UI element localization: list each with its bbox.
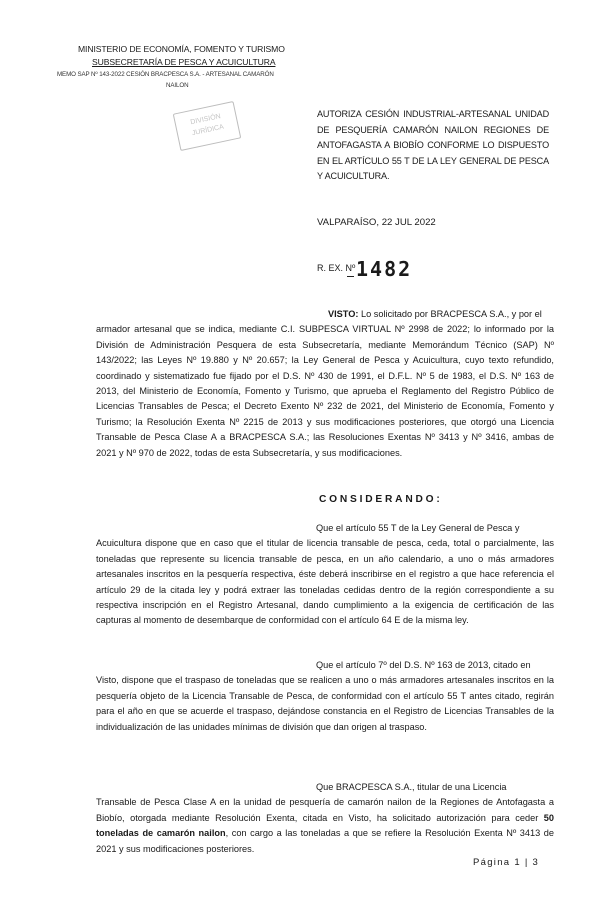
considerando-paragraph-3 <box>96 780 554 857</box>
resolution-number: 1482 <box>356 257 413 281</box>
division-stamp <box>173 101 242 151</box>
resolution-label: R. EX. Nº <box>317 263 356 273</box>
visto-label: VISTO: <box>328 309 359 319</box>
paragraph-1-body: Acuicultura dispone que en caso que el titular de licencia transable de pesca, ceda, total o parcialmente, las toneladas que represente su licencia transable de pesca, en un año calendario, a uno o más armadores artesanales inscritos en la pesquería respectiva, éste deberá inscribirse en el registro a que hace referencia el artículo 29 de la citada ley y podrá extraer las toneladas cedidas dentro de la región correspondiente a su respectiva inscripción en el Registro Artesanal, dando cumplimiento a la exigencia de certificación de las capturas al momento de desembarque de conformidad con el artículo 64 E de la misma ley. <box>96 538 554 626</box>
paragraph-1-first-line: Que el artículo 55 T de la Ley General de Pesca y <box>316 523 520 533</box>
paragraph-2-first-line: Que el artículo 7º del D.S. Nº 163 de 2013, citado en <box>316 660 531 670</box>
considerando-heading: CONSIDERANDO: <box>319 494 443 505</box>
considerando-paragraph-2 <box>96 658 554 735</box>
tonnage-highlight: 50 toneladas de camarón nailon <box>96 812 554 839</box>
paragraph-3-body-b: , con cargo a las toneladas a que se refiere la Resolución Exenta Nº 3413 de 2021 y sus modificaciones posteriores. <box>96 828 554 854</box>
resolution-subject: AUTORIZA CESIÓN INDUSTRIAL-ARTESANAL UNIDAD DE PESQUERÍA CAMARÓN NAILON REGIONES DE ANTOFAGASTA A BIOBÍO CONFORME LO DISPUESTO EN EL ARTÍCULO 55 T DE LA LEY GENERAL DE PESCA Y ACUICULTURA. <box>317 109 549 182</box>
ministry-heading: MINISTERIO DE ECONOMÍA, FOMENTO Y TURISMO <box>78 44 285 54</box>
subsecretaria-heading: SUBSECRETARÍA DE PESCA Y ACUICULTURA <box>92 57 276 67</box>
place-date: VALPARAÍSO, 22 JUL 2022 <box>317 217 436 228</box>
resolution-dash <box>347 276 354 277</box>
paragraph-2-body: Visto, dispone que el traspaso de toneladas que se realicen a uno o más armadores artesanales inscritos en la pesquería objeto de la Licencia Transable de Pesca, de conformidad con el artículo 55 T antes citado, regirán para el año en que se acuerde el traspaso, dejándose constancia en el Registro de Licencias Transables de la individualización de las unidades mínimas de división que dan origen al traspaso. <box>96 675 554 732</box>
visto-body: armador artesanal que se indica, mediante C.I. SUBPESCA VIRTUAL Nº 2998 de 2022; lo informado por la División de Administración Pesquera de esta Subsecretaría, mediante Memorándum Técnico (SAP) Nº 143/2022; las Leyes Nº 19.880 y Nº 20.657; la Ley General de Pesca y Acuicultura, cuyo texto refundido, coordinado y sistematizado fue fijado por el D.S. Nº 430 de 1991, el D.F.L. Nº 5 de 1983, el D.S. Nº 163 de 2013, del Ministerio de Economía, Fomento y Turismo, que aprueba el Reglamento del Registro Público de Licencias Transables de Pesca; el Decreto Exento Nº 232 de 2021, del Ministerio de Economía, Fomento y Turismo; la Resolución Exenta Nº 2215 de 2013 y sus modificaciones posteriores, que otorgó una Licencia Transable de Pesca Clase A a BRACPESCA S.A.; las Resoluciones Exentas Nº 3413 y Nº 3416, ambas de 2021 y Nº 970 de 2022, todas de esta Subsecretaría, y sus modificaciones. <box>96 324 554 458</box>
visto-section <box>96 307 554 461</box>
memo-reference-cont: NAILON <box>166 82 189 89</box>
paragraph-3-body-a: Transable de Pesca Clase A en la unidad de pesquería de camarón nailon de la Regiones de Antofagasta a Biobío, otorgada mediante Resolución Exenta, citada en Visto, ha solicitado autorización para ceder <box>96 797 554 823</box>
stamp-line-1: DIVISIÓN <box>189 113 222 127</box>
visto-first-line <box>96 307 554 322</box>
considerando-paragraph-1 <box>96 521 554 629</box>
page-number: Página 1 | 3 <box>473 857 540 868</box>
visto-first-text: Lo solicitado por BRACPESCA S.A., y por el <box>361 309 542 319</box>
memo-reference: MEMO SAP Nº 143-2022 CESIÓN BRACPESCA S.A. - ARTESANAL CAMARÓN <box>57 71 274 78</box>
stamp-line-2: JURÍDICA <box>191 123 225 138</box>
paragraph-3-first-line: Que BRACPESCA S.A., titular de una Licencia <box>316 782 507 792</box>
